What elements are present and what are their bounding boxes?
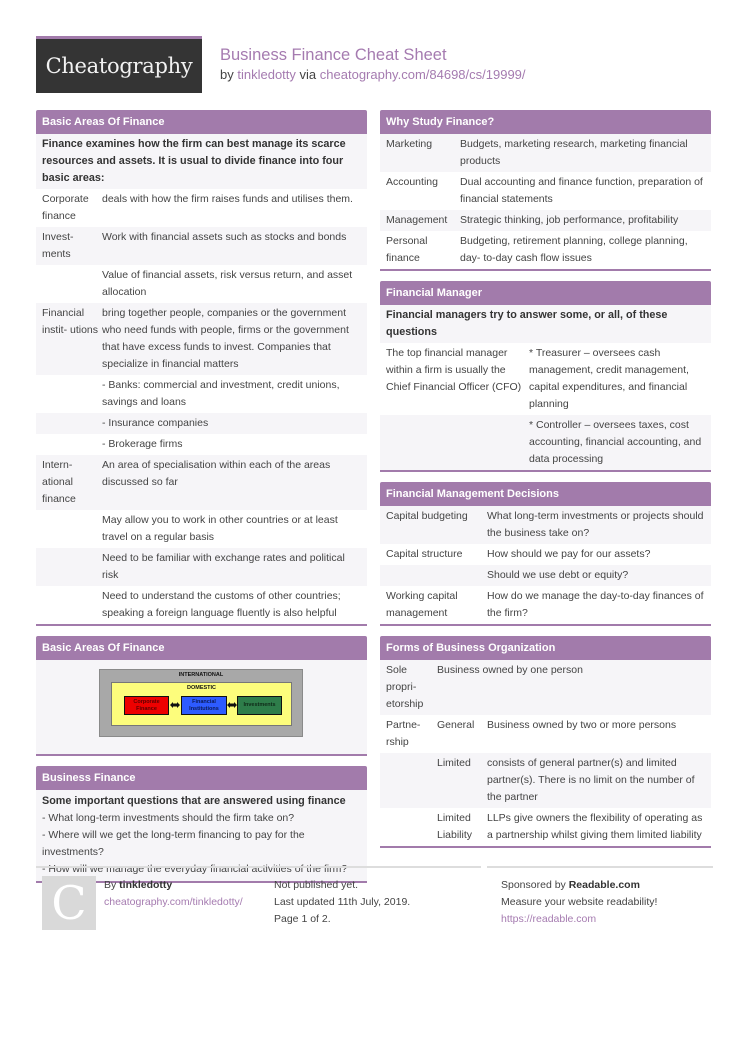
desc-cell: bring together people, companies or the government who need funds with people, firms or the government that have excess funds to invest. Companies that specialize in financial matters xyxy=(102,307,349,370)
table-row xyxy=(36,586,367,624)
domestic-box xyxy=(111,682,292,726)
double-arrow-icon xyxy=(170,702,180,708)
diagram-container xyxy=(36,660,367,754)
sheet-url-link[interactable]: cheatography.com/84698/cs/19999/ xyxy=(319,67,526,82)
term-cell: Management xyxy=(386,214,448,226)
desc-cell: Need to understand the customs of other countries; speaking a foreign language fluently is also helpful xyxy=(102,590,341,619)
term-cell: Accounting xyxy=(386,176,438,188)
by-prefix: by xyxy=(220,67,234,82)
section-why-study-finance xyxy=(380,110,711,271)
term-cell: Marketing xyxy=(386,138,433,150)
term-cell: Capital budgeting xyxy=(386,510,468,522)
investments-box: Investments xyxy=(237,696,282,715)
table-row xyxy=(36,303,367,375)
term-cell: Corporate finance xyxy=(42,193,89,222)
table-row xyxy=(36,510,367,548)
corporate-finance-box: Corporate Finance xyxy=(124,696,169,715)
table-row xyxy=(36,413,367,434)
avatar-letter: C xyxy=(51,876,87,930)
section-financial-manager xyxy=(380,281,711,472)
intro-text: Finance examines how the firm can best manage its scarce resources and assets. It is usual to divide finance into four basic areas: xyxy=(42,138,346,184)
desc-cell: What long-term investments or projects should the business take on? xyxy=(487,510,704,539)
desc-cell: Should we use debt or equity? xyxy=(487,569,629,581)
desc-cell: Business owned by one person xyxy=(437,664,583,676)
term-cell xyxy=(42,550,102,584)
table-row xyxy=(380,506,711,544)
table-row xyxy=(380,231,711,269)
sponsor-info xyxy=(501,877,657,928)
table-row xyxy=(36,548,367,586)
term-cell: The top financial manager within a firm is usually the Chief Financial Officer (CFO) xyxy=(386,347,522,393)
last-updated: Last updated 11th July, 2019. xyxy=(274,896,411,908)
desc-cell: An area of specialisation within each of the areas discussed so far xyxy=(102,459,331,488)
table-row xyxy=(36,189,367,227)
term-cell: Intern- ational finance xyxy=(42,459,76,505)
table-row xyxy=(380,660,711,715)
table-row xyxy=(36,434,367,455)
term-cell xyxy=(386,755,437,806)
desc-cell: Dual accounting and finance function, preparation of financial statements xyxy=(460,176,703,205)
international-box xyxy=(99,669,303,737)
sponsor-tagline: Measure your website readability! xyxy=(501,896,658,908)
table-row xyxy=(36,227,367,265)
term-cell xyxy=(42,377,102,411)
section-header: Financial Manager xyxy=(380,281,711,305)
desc-cell: Budgeting, retirement planning, college planning, day- to-day cash flow issues xyxy=(460,235,688,264)
table-row xyxy=(380,210,711,231)
sponsor-prefix: Sponsored by xyxy=(501,879,569,891)
status-info xyxy=(274,877,410,928)
term-cell: Capital structure xyxy=(386,548,463,560)
double-arrow-icon xyxy=(227,702,237,708)
by-prefix: By xyxy=(104,879,120,891)
cheatography-logo[interactable] xyxy=(36,36,202,93)
table-row xyxy=(380,586,711,624)
desc-cell: Value of financial assets, risk versus return, and asset allocation xyxy=(102,269,353,298)
desc-cell: LLPs give owners the flexibility of operating as a partnership whilst giving them limited liability xyxy=(487,812,703,841)
desc-cell: consists of general partner(s) and limited partner(s). There is no limit on the number of the partner xyxy=(487,757,695,803)
desc-cell: May allow you to work in other countries or at least travel on a regular basis xyxy=(102,514,338,543)
footer xyxy=(36,866,713,936)
section-header: Business Finance xyxy=(36,766,367,790)
intro-text: Some important questions that are answered using finance xyxy=(42,795,346,807)
desc-cell: Need to be familiar with exchange rates and political risk xyxy=(102,552,345,581)
domestic-label: DOMESTIC xyxy=(186,685,217,691)
table-row xyxy=(36,455,367,510)
desc-cell: How do we manage the day-to-day finances of the firm? xyxy=(487,590,704,619)
desc-cell: - Insurance companies xyxy=(102,417,209,429)
footer-author xyxy=(36,866,266,936)
section-financial-management-decisions xyxy=(380,482,711,626)
section-header: Basic Areas Of Finance xyxy=(36,636,367,660)
section-basic-areas-diagram xyxy=(36,636,367,756)
published-status: Not published yet. xyxy=(274,879,359,891)
term-cell: Invest- ments xyxy=(42,231,74,260)
table-row xyxy=(380,134,711,172)
table-row xyxy=(380,343,711,415)
table-row xyxy=(380,544,711,565)
subterm-cell: Limited xyxy=(437,757,471,769)
byline xyxy=(220,67,526,82)
table-row xyxy=(36,375,367,413)
term-cell: Partne- rship xyxy=(386,719,421,748)
section-header: Basic Areas Of Finance xyxy=(36,110,367,134)
section-header: Financial Management Decisions xyxy=(380,482,711,506)
author-name: tinkledotty xyxy=(119,879,173,891)
table-row xyxy=(380,715,711,753)
term-cell: Personal finance xyxy=(386,235,428,264)
table-row xyxy=(380,753,711,808)
desc-cell: - Brokerage firms xyxy=(102,438,183,450)
intro-text: Financial managers try to answer some, or all, of these questions xyxy=(386,309,668,338)
table-row xyxy=(380,808,711,846)
question-line: - What long-term investments should the firm take on? xyxy=(42,812,295,824)
right-column xyxy=(380,110,711,858)
table-row xyxy=(380,415,711,470)
term-cell xyxy=(42,267,102,301)
footer-status xyxy=(272,866,481,936)
desc-cell: Strategic thinking, job performance, profitability xyxy=(460,214,679,226)
table-row xyxy=(380,565,711,586)
term-cell xyxy=(42,588,102,622)
author-link[interactable]: tinkledotty xyxy=(237,67,296,82)
logo-text: Cheatography xyxy=(45,54,193,78)
section-header: Forms of Business Organization xyxy=(380,636,711,660)
left-column xyxy=(36,110,367,893)
page-number: Page 1 of 2. xyxy=(274,913,331,925)
term-cell xyxy=(42,512,102,546)
via-label: via xyxy=(299,67,317,82)
term-cell: Sole propri- etorship xyxy=(386,664,424,710)
page-title: Business Finance Cheat Sheet xyxy=(220,46,447,64)
term-cell: Working capital management xyxy=(386,590,458,619)
section-intro xyxy=(36,134,367,189)
term-cell xyxy=(42,436,102,453)
avatar[interactable] xyxy=(42,876,96,930)
desc-cell: deals with how the firm raises funds and utilises them. xyxy=(102,193,353,205)
section-forms-of-business-organization xyxy=(380,636,711,848)
section-basic-areas-of-finance xyxy=(36,110,367,626)
desc-cell: - Banks: commercial and investment, credit unions, savings and loans xyxy=(102,379,340,408)
subterm-cell: General xyxy=(437,719,475,731)
question-line: - How will we manage the everyday financial activities of the firm? xyxy=(42,863,348,875)
author-info xyxy=(104,877,243,911)
international-label: INTERNATIONAL xyxy=(178,672,224,678)
footer-sponsor xyxy=(487,866,713,936)
term-cell xyxy=(386,417,529,468)
desc-cell: How should we pay for our assets? xyxy=(487,548,651,560)
sponsor-link[interactable]: https://readable.com xyxy=(501,913,597,925)
desc-cell: Budgets, marketing research, marketing financial products xyxy=(460,138,688,167)
term-cell xyxy=(386,567,487,584)
section-header: Why Study Finance? xyxy=(380,110,711,134)
term-cell: Financial instit- utions xyxy=(42,307,99,336)
question-line: - Where will we get the long-term financing to pay for the investments? xyxy=(42,829,305,858)
author-profile-link[interactable]: cheatography.com/tinkledotty/ xyxy=(104,896,243,908)
section-intro xyxy=(380,305,711,343)
desc-cell: * Treasurer – oversees cash management, credit management, capital expenditures, and financial planning xyxy=(529,347,689,410)
desc-cell: Business owned by two or more persons xyxy=(487,719,677,731)
table-row xyxy=(36,265,367,303)
financial-institutions-box: Financial Institutions xyxy=(181,696,227,715)
table-row xyxy=(380,172,711,210)
subterm-cell: Limited Liability xyxy=(437,812,473,841)
desc-cell: * Controller – oversees taxes, cost accounting, financial accounting, and data processing xyxy=(529,419,702,465)
desc-cell: Work with financial assets such as stocks and bonds xyxy=(102,231,347,243)
term-cell xyxy=(42,415,102,432)
sponsor-name: Readable.com xyxy=(568,879,640,891)
term-cell xyxy=(386,810,437,844)
